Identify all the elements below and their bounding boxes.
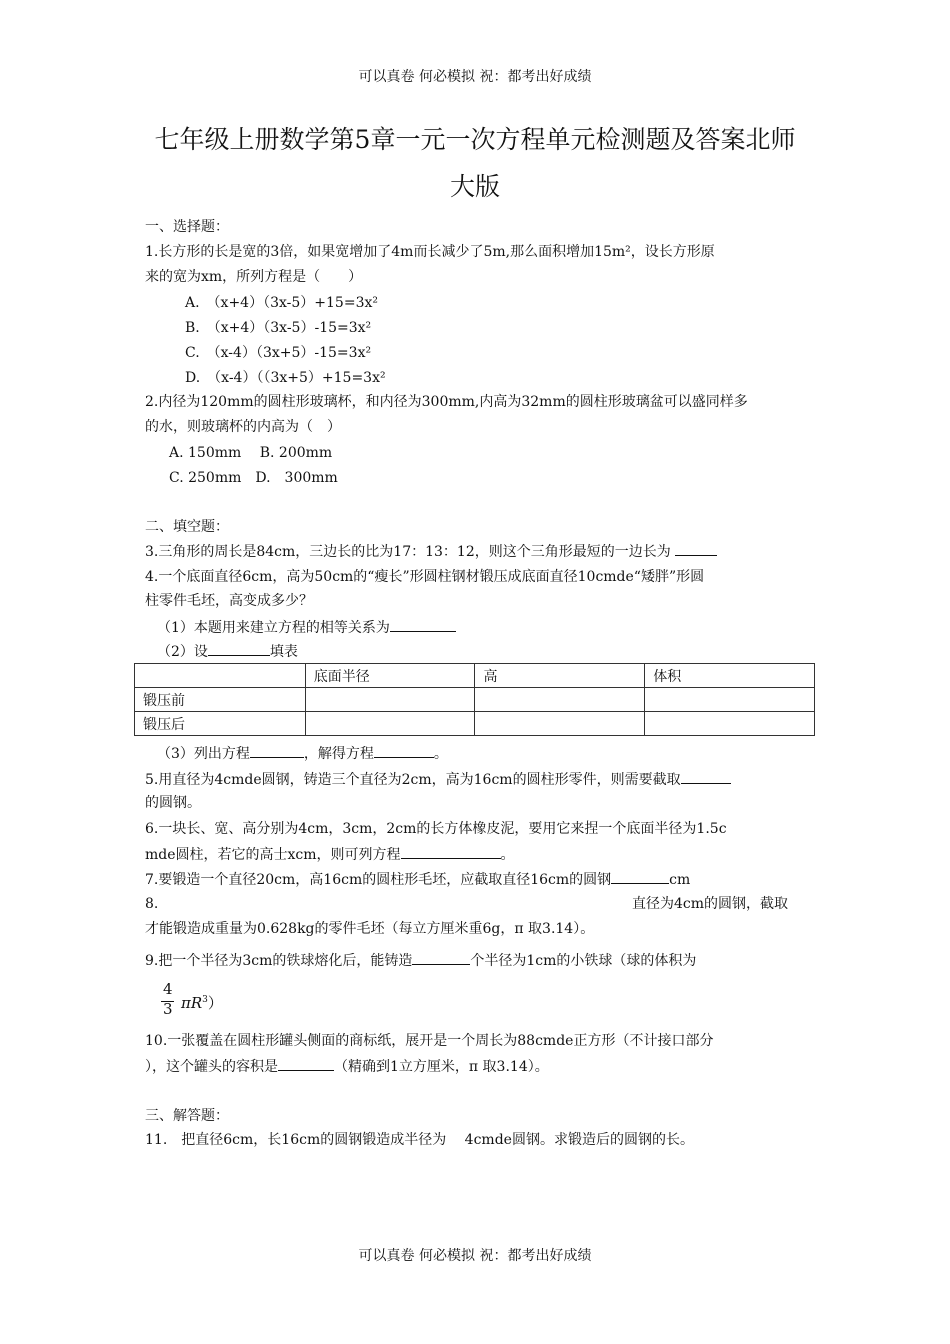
q1-option-b: B. （x+4）（3x-5）-15=3x² xyxy=(185,320,372,336)
title-line-1: 七年级上册数学第5章一元一次方程单元检测题及答案北师 xyxy=(154,125,796,154)
q8-line-2: 才能锻造成重量为0.628kg的零件毛坯（每立方厘米重6g，π 取3.14）。 xyxy=(145,921,595,937)
q2-line-1: 2.内径为120mm的圆柱形玻璃杯，和内径为300mm,内高为32mm的圆柱形玻璃盆可以盛同样多 xyxy=(145,394,748,410)
table-cell xyxy=(305,712,475,736)
table-row xyxy=(135,712,815,736)
table-header-height: 高 xyxy=(475,664,645,688)
q6-line-1: 6.一块长、宽、高分别为4cm，3cm，2cm的长方体橡皮泥，要用它来捏一个底面半径为1.5c xyxy=(145,821,727,837)
q7-answer-blank xyxy=(611,869,669,884)
q10-answer-blank xyxy=(278,1056,334,1071)
q1-option-a: A. （x+4）（3x-5）+15=3x² xyxy=(185,295,378,311)
table-cell xyxy=(645,712,815,736)
fraction-denominator: 3 xyxy=(163,1000,173,1018)
q4-part-3-text-2: ，解得方程 xyxy=(303,746,374,762)
q1-line-1: 1.长方形的长是宽的3倍，如果宽增加了4m而长减少了5m,那么面积增加15m²，设长方形原 xyxy=(145,244,715,260)
q4-fill-table xyxy=(134,663,815,736)
q10-text-2: （精确到1立方厘米，π 取3.14）。 xyxy=(334,1059,549,1075)
q6-line-2 xyxy=(145,844,515,865)
q5-text: 5.用直径为4cmde圆钢，铸造三个直径为2cm，高为16cm的圆柱形零件，则需要截取 xyxy=(145,772,681,788)
formula-body xyxy=(181,992,223,1013)
q10-line-2 xyxy=(145,1056,549,1077)
table-cell xyxy=(135,664,306,688)
title-line-2: 大版 xyxy=(449,172,500,201)
q3-line xyxy=(145,541,717,562)
q9-text: 9.把一个半径为3cm的铁球熔化后，能铸造 xyxy=(145,953,413,969)
section-heading-fill: 二、填空题： xyxy=(145,519,229,535)
table-cell xyxy=(475,688,645,712)
fraction-numerator: 4 xyxy=(163,980,173,998)
q4-part-3-end: 。 xyxy=(433,746,448,762)
table-header-radius: 底面半径 xyxy=(305,664,475,688)
q4-part-1-text: （1）本题用来建立方程的相等关系为 xyxy=(157,620,390,636)
table-cell xyxy=(305,688,475,712)
q9-text-2: 个半径为1cm的小铁球（球的体积为 xyxy=(470,953,697,969)
q7-text: 7.要锻造一个直径20cm，高16cm的圆柱形毛坯，应截取直径16cm的圆钢 xyxy=(145,872,612,888)
q9-line-1 xyxy=(145,950,696,971)
q4-part-3-blank-1 xyxy=(250,743,304,758)
q1-line-2: 来的宽为xm，所列方程是（ ） xyxy=(145,269,363,285)
q5-answer-blank xyxy=(681,769,731,784)
q5-line-2: 的圆钢。 xyxy=(145,795,201,811)
page-title xyxy=(140,116,810,210)
q7-line xyxy=(145,869,690,890)
q4-line-1: 4.一个底面直径6cm，高为50cm的“瘦长”形圆柱钢材锻压成底面直径10cmde“矮胖”形圆 xyxy=(145,569,705,585)
q7-unit: cm xyxy=(669,872,691,888)
q8-line-1: 直径为4cm的圆钢，截取 xyxy=(632,896,789,912)
page-header: 可以真卷 何必模拟 祝：都考出好成绩 xyxy=(358,69,592,85)
table-header-volume: 体积 xyxy=(645,664,815,688)
q4-part-1-blank xyxy=(390,617,456,632)
table-cell xyxy=(645,688,815,712)
q6-text: mde圆柱，若它的高士xcm，则可列方程 xyxy=(145,847,401,863)
q2-line-2: 的水，则玻璃杯的内高为（ ） xyxy=(145,419,341,435)
q1-option-c: C. （x-4）（3x+5）-15=3x² xyxy=(185,345,372,361)
q9-answer-blank xyxy=(412,950,470,965)
q4-part-2-text: （2）设 xyxy=(157,644,208,660)
table-row xyxy=(135,688,815,712)
q10-text: ），这个罐头的容积是 xyxy=(145,1059,278,1075)
q10-line-1: 10.一张覆盖在圆柱形罐头侧面的商标纸，展开是一个周长为88cmde正方形（不计接口部分 xyxy=(145,1033,714,1049)
q4-part-3 xyxy=(157,743,448,764)
q1-option-d: D. （x-4）（（3x+5）+15=3x² xyxy=(185,370,386,386)
q4-part-3-blank-2 xyxy=(374,743,434,758)
page-footer: 可以真卷 何必模拟 祝：都考出好成绩 xyxy=(358,1248,592,1264)
q11-line: 11. 把直径6cm，长16cm的圆钢锻造成半径为 4cmde圆钢。求锻造后的圆钢的长。 xyxy=(145,1132,694,1148)
q6-answer-blank xyxy=(401,844,501,859)
q3-text: 3.三角形的周长是84cm，三边长的比为17：13：12，则这个三角形最短的一边长为 xyxy=(145,544,671,560)
q6-end: 。 xyxy=(500,847,515,863)
table-cell xyxy=(475,712,645,736)
q4-line-2: 柱零件毛坯，高变成多少？ xyxy=(145,593,313,609)
q4-part-2 xyxy=(157,641,298,662)
q8-number: 8. xyxy=(145,896,159,912)
section-heading-choice: 一、选择题： xyxy=(145,219,229,235)
q5-line-1 xyxy=(145,769,731,790)
table-header-row xyxy=(135,664,815,688)
q4-part-2-fill-label: 填表 xyxy=(269,644,298,660)
formula-pi-r: πR xyxy=(181,994,203,1012)
section-heading-solve: 三、解答题： xyxy=(145,1108,229,1124)
table-row-label-after: 锻压后 xyxy=(135,712,306,736)
formula-exponent: 3 xyxy=(202,995,208,1005)
q3-answer-blank xyxy=(675,541,717,556)
q4-part-2-blank xyxy=(208,641,270,656)
table-row-label-before: 锻压前 xyxy=(135,688,306,712)
q2-options-row-2: C. 250mm D. 300mm xyxy=(169,470,338,486)
q4-part-1 xyxy=(157,617,456,638)
q2-options-row-1: A. 150mm B. 200mm xyxy=(169,445,333,461)
formula-close: ） xyxy=(207,994,223,1012)
q4-part-3-text: （3）列出方程 xyxy=(157,746,250,762)
